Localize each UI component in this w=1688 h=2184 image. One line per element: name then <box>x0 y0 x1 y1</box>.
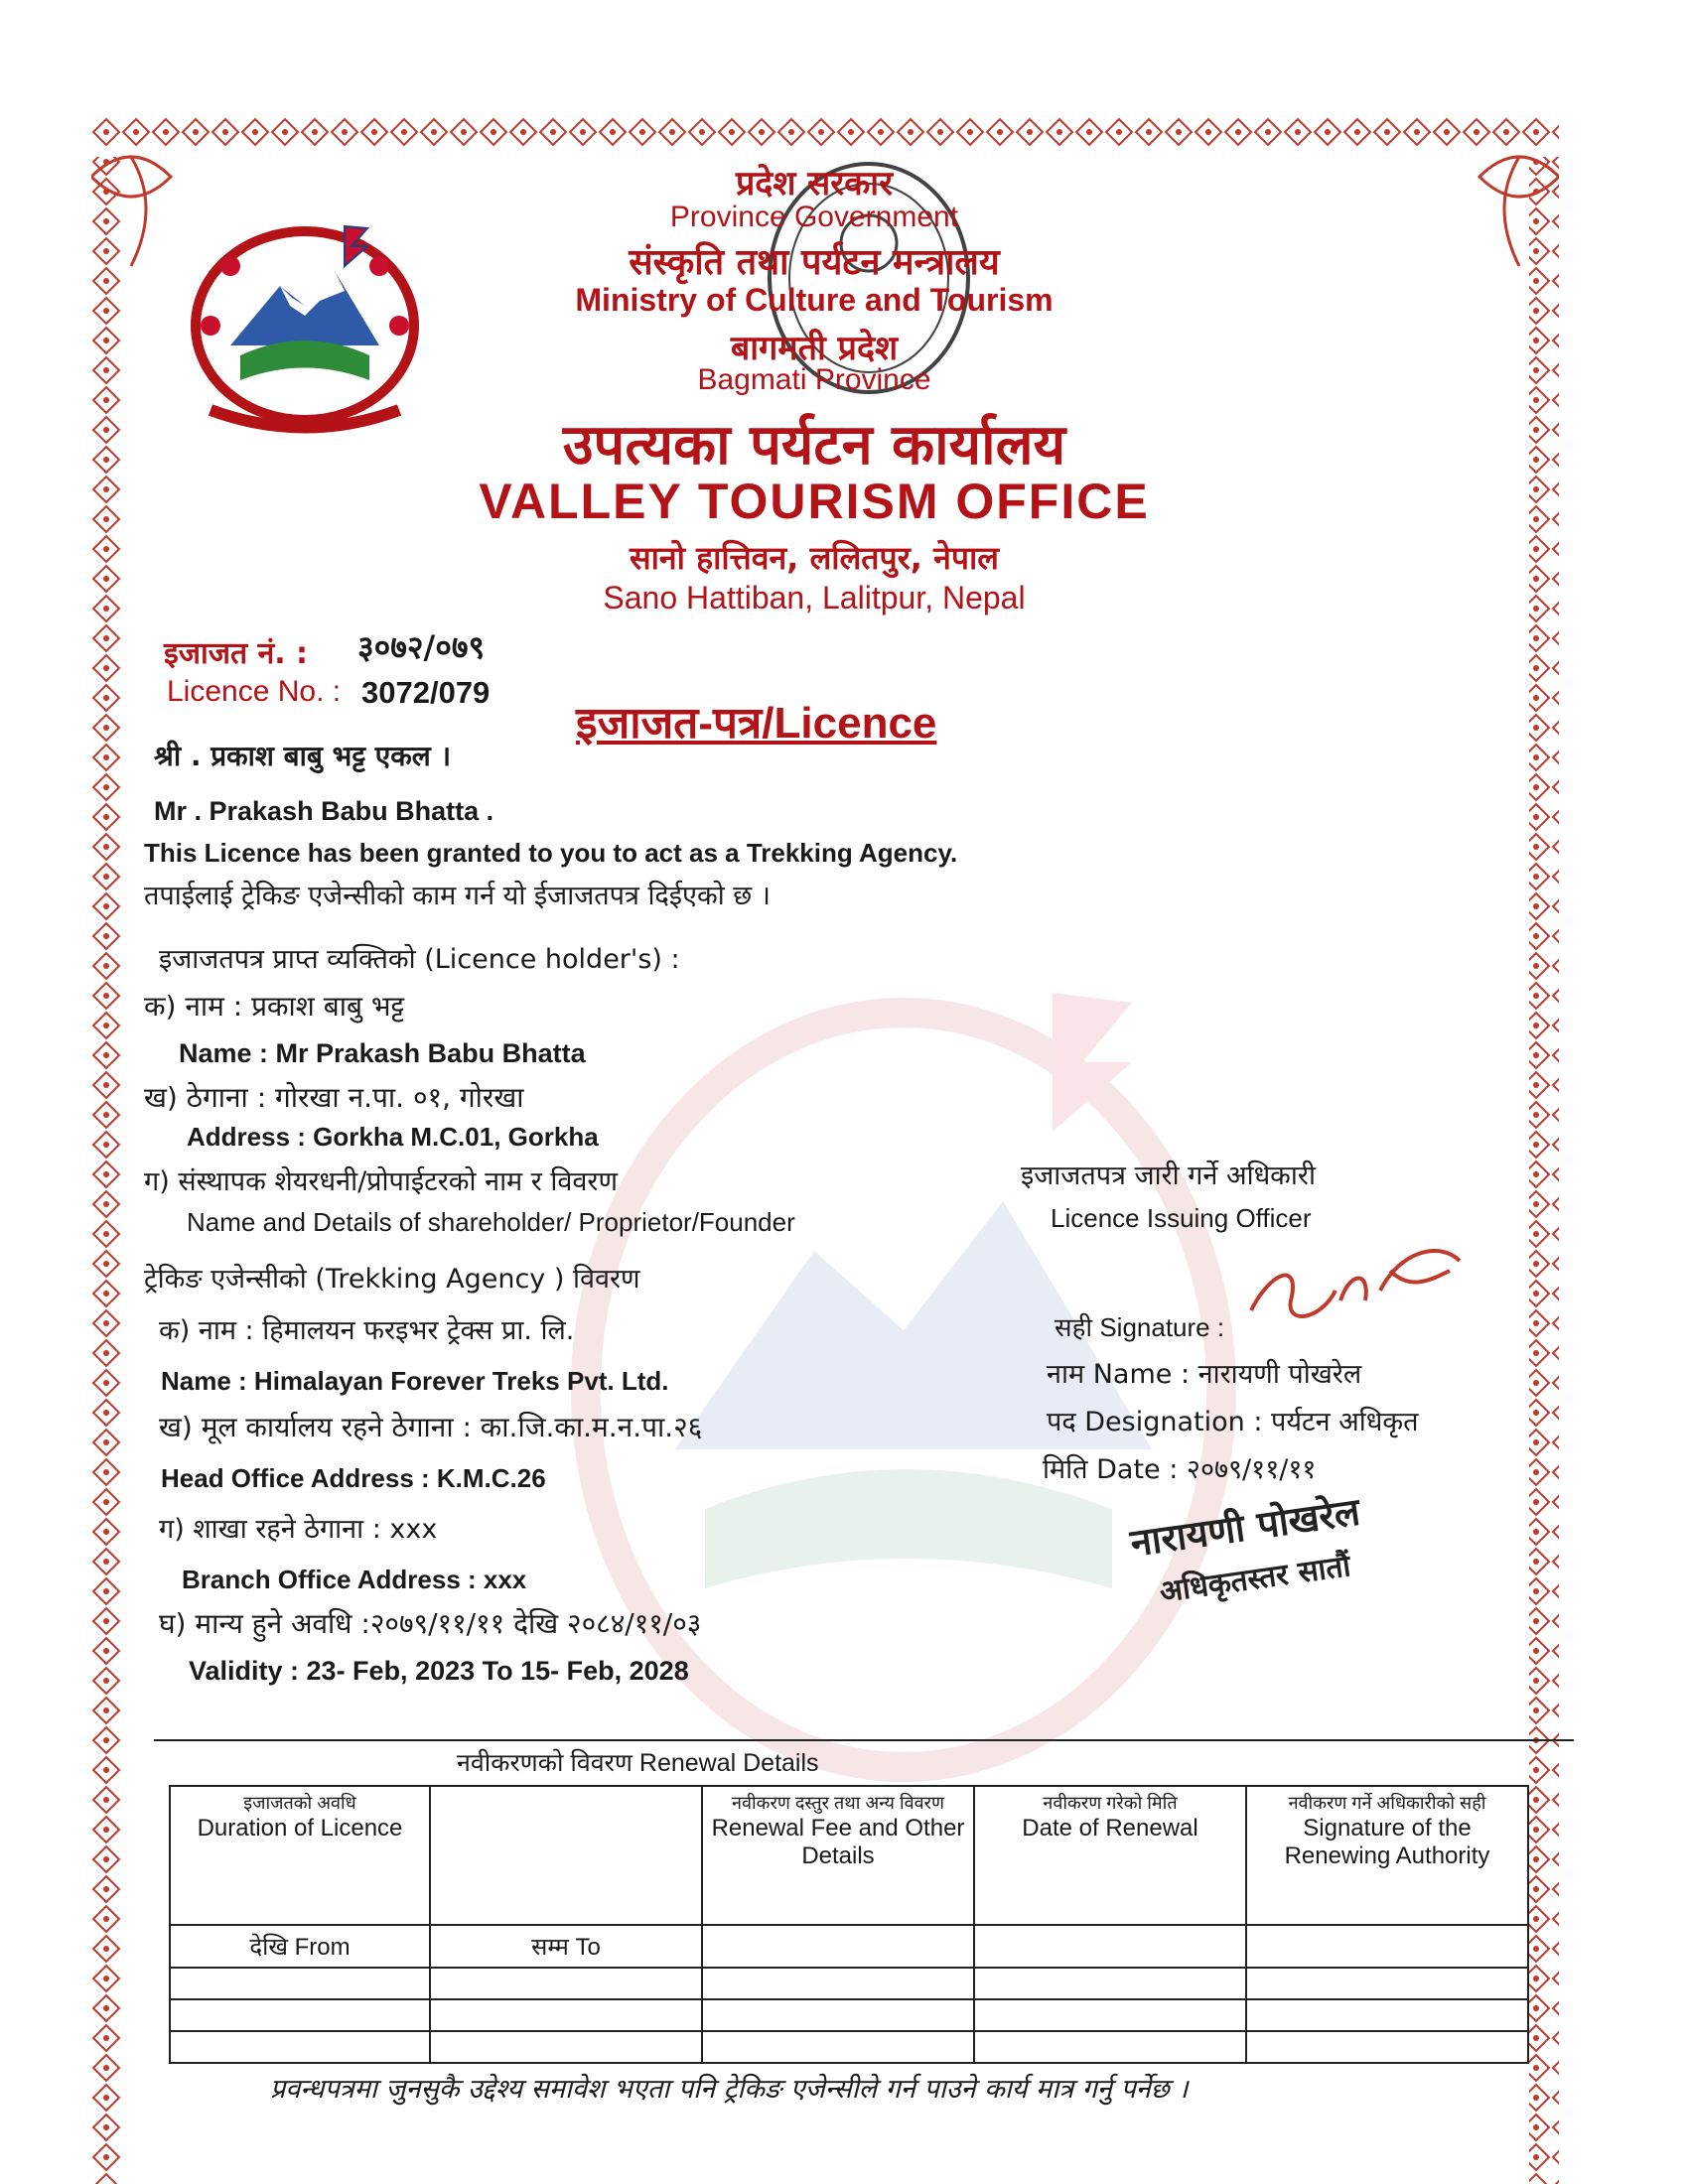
addressee-en: Mr . Prakash Babu Bhatta . <box>154 796 494 826</box>
renewal-col-date-np: नवीकरण गरेको मिति <box>1043 1793 1178 1813</box>
granted-text-en: This Licence has been granted to you to act as a Trekking Agency. <box>144 838 958 868</box>
licence-no-label-np: इजाजत नं. : <box>164 636 309 671</box>
branch-office-en: Branch Office Address : xxx <box>182 1565 527 1594</box>
renewal-table <box>169 1785 1529 2064</box>
renewal-cell <box>974 1968 1246 1999</box>
renewal-from-label: देखि From <box>170 1925 430 1968</box>
licence-no-label-en: Licence No. : <box>167 675 342 708</box>
holder-name-en: Name : Mr Prakash Babu Bhatta <box>179 1038 586 1068</box>
region-title-en: Bagmati Province <box>697 363 931 396</box>
province-title-en: Province Government <box>669 201 959 233</box>
validity-en: Validity : 23- Feb, 2023 To 15- Feb, 2028 <box>189 1656 689 1686</box>
head-office-en: Head Office Address : K.M.C.26 <box>161 1463 546 1493</box>
renewal-cell <box>974 1925 1246 1968</box>
office-title-en: VALLEY TOURISM OFFICE <box>479 474 1150 529</box>
renewal-col-duration-en: Duration of Licence <box>197 1815 403 1842</box>
agency-heading: ट्रेकिङ एजेन्सीको (Trekking Agency ) विवरण <box>144 1264 640 1295</box>
renewal-to-label: सम्म To <box>430 1925 702 1968</box>
renewal-cell <box>1246 1968 1528 1999</box>
renewal-cell <box>430 1968 702 1999</box>
renewal-col-fee-en: Renewal Fee and Other Details <box>711 1815 965 1869</box>
renewal-cell <box>170 2031 430 2063</box>
renewal-cell <box>702 2031 974 2063</box>
province-title-np: प्रदेश सरकार <box>735 164 894 204</box>
officer-heading-np: इजाजतपत्र जारी गर्ने अधिकारी <box>1021 1160 1316 1191</box>
renewal-cell <box>1246 2031 1528 2063</box>
officer-date: मिति Date : २०७९/११/११ <box>1043 1454 1317 1485</box>
founder-heading-en: Name and Details of shareholder/ Proprietor/Founder <box>187 1207 795 1237</box>
validity-np: घ) मान्य हुने अवधि :२०७९/११/११ देखि २०८४/११/०३ <box>159 1607 702 1640</box>
footer-note: प्रवन्धपत्रमा जुनसुकै उद्देश्य समावेश भएता पनि ट्रेकिङ एजेन्सीले गर्न पाउने कार्य मात्र गर्नु पर्नेछ । <box>270 2074 1189 2105</box>
renewal-cell <box>170 1968 430 1999</box>
renewal-divider <box>154 1739 1574 1741</box>
office-address-np: सानो हात्तिवन, ललितपुर, नेपाल <box>629 539 1000 577</box>
renewal-cell <box>702 1999 974 2031</box>
agency-name-en: Name : Himalayan Forever Treks Pvt. Ltd. <box>161 1366 669 1396</box>
renewal-cell <box>974 2031 1246 2063</box>
head-office-np: ख) मूल कार्यालय रहने ठेगाना : का.जि.का.म.न.पा.२६ <box>159 1411 703 1443</box>
renewal-cell <box>974 1999 1246 2031</box>
officer-heading-en: Licence Issuing Officer <box>1051 1203 1312 1233</box>
branch-office-np: ग) शाखा रहने ठेगाना : xxx <box>159 1514 438 1545</box>
granted-text-np: तपाईलाई ट्रेकिङ एजेन्सीको काम गर्न यो ईजाजतपत्र दिईएको छ । <box>144 881 772 911</box>
renewal-cell <box>1246 1925 1528 1968</box>
renewal-col-duration <box>170 1786 430 1925</box>
licence-no-value-np: ३०७२/०७९ <box>357 628 486 666</box>
holder-heading: इजाजतपत्र प्राप्त व्यक्तिको (Licence holder's) : <box>159 944 680 975</box>
renewal-title: नवीकरणको विवरण Renewal Details <box>457 1749 819 1777</box>
renewal-cell <box>430 2031 702 2063</box>
ministry-title-en: Ministry of Culture and Tourism <box>575 282 1054 318</box>
renewal-col-date-en: Date of Renewal <box>1022 1815 1198 1842</box>
renewal-cell <box>702 1925 974 1968</box>
renewal-cell <box>702 1968 974 1999</box>
renewal-col-empty <box>430 1786 702 1925</box>
ministry-title-np: संस्कृति तथा पर्यटन मन्त्रालय <box>629 242 1000 283</box>
office-title-np: उपत्यका पर्यटन कार्यालय <box>562 413 1066 478</box>
holder-address-en: Address : Gorkha M.C.01, Gorkha <box>187 1122 599 1152</box>
officer-seal-name: नारायणी पोखरेल <box>1127 1489 1363 1566</box>
licence-no-value-en: 3072/079 <box>361 675 491 710</box>
officer-designation: पद Designation : पर्यटन अधिकृत <box>1047 1407 1419 1437</box>
renewal-col-fee-np: नवीकरण दस्तुर तथा अन्य विवरण <box>731 1793 945 1813</box>
renewal-col-signature <box>1246 1786 1528 1925</box>
officer-seal-rank: अधिकृतस्तर सातौं <box>1157 1548 1353 1610</box>
licence-title: इजाजत-पत्र/Licence <box>576 699 937 748</box>
renewal-col-duration-np: इजाजतको अवधि <box>243 1793 356 1813</box>
officer-name: नाम Name : नारायणी पोखरेल <box>1047 1359 1362 1390</box>
nepal-emblem <box>171 206 439 435</box>
officer-signature <box>1241 1231 1470 1340</box>
renewal-col-signature-np: नवीकरण गर्ने अधिकारीको सही <box>1288 1793 1486 1813</box>
renewal-cell <box>170 1999 430 2031</box>
founder-heading-np: ग) संस्थापक शेयरधनी/प्रोपाईटरको नाम र विवरण <box>144 1166 618 1197</box>
region-title-np: बागमती प्रदेश <box>730 329 899 368</box>
addressee-np: श्री . प्रकाश बाबु भट्ट एकल । <box>154 740 452 772</box>
renewal-col-signature-en: Signature of the Renewing Authority <box>1284 1815 1490 1869</box>
signature-label: सही Signature : <box>1055 1312 1225 1342</box>
holder-address-np: ख) ठेगाना : गोरखा न.पा. ०१, गोरखा <box>144 1081 524 1114</box>
office-address-en: Sano Hattiban, Lalitpur, Nepal <box>603 580 1026 615</box>
agency-name-np: क) नाम : हिमालयन फरइभर ट्रेक्स प्रा. लि. <box>159 1315 575 1346</box>
holder-name-np: क) नाम : प्रकाश बाबु भट्ट <box>144 990 405 1023</box>
renewal-col-fee <box>702 1786 974 1925</box>
renewal-col-date <box>974 1786 1246 1925</box>
renewal-cell <box>430 1999 702 2031</box>
renewal-cell <box>1246 1999 1528 2031</box>
